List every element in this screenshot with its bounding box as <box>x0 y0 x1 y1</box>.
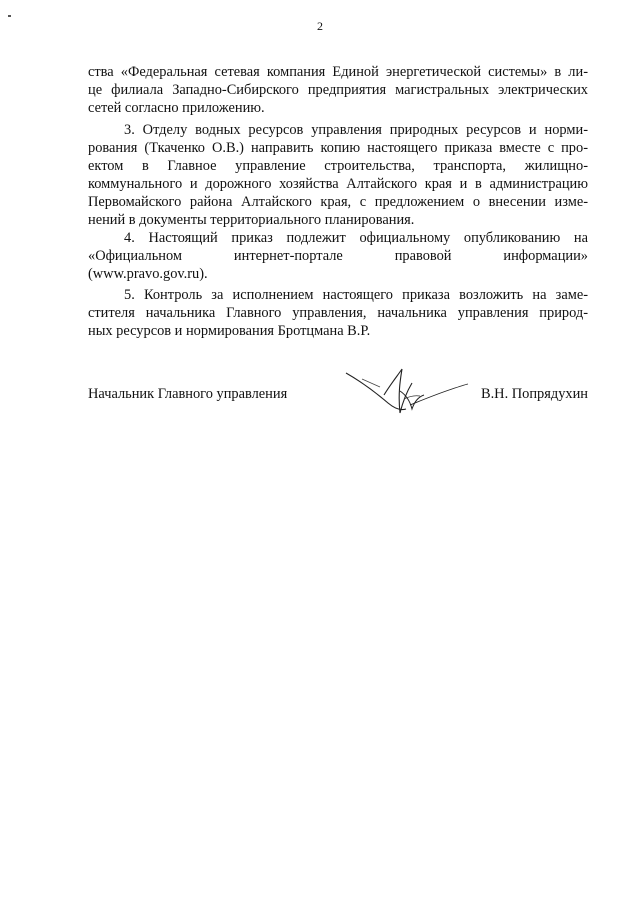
paragraph-2-line-5: Первомайского района Алтайского края, с предложением о внесении изме- <box>88 194 588 210</box>
signatory-position: Начальник Главного управления <box>88 386 288 402</box>
scan-artifact <box>8 15 11 17</box>
paragraph-2-line-6: нений в документы территориального планирования. <box>88 212 415 228</box>
paragraph-3-line-3: (www.pravo.gov.ru). <box>88 266 208 282</box>
paragraph-2-line-3: ектом в Главное управление строительства, транспорта, жилищно- <box>88 158 588 174</box>
paragraph-1-line-2: це филиала Западно-Сибирского предприятия магистральных электрических <box>88 82 588 98</box>
paragraph-4-line-1: 5. Контроль за исполнением настоящего приказа возложить на заме- <box>124 287 588 303</box>
paragraph-1-line-1: ства «Федеральная сетевая компания Единой энергетической системы» в ли- <box>88 64 588 80</box>
paragraph-2-line-2: рования (Ткаченко О.В.) направить копию настоящего приказа вместе с про- <box>88 140 588 156</box>
signatory-name: В.Н. Попрядухин <box>480 386 588 402</box>
handwritten-signature <box>340 365 470 420</box>
paragraph-4-line-3: ных ресурсов и нормирования Бротцмана В.Р. <box>88 323 371 339</box>
paragraph-1-line-3: сетей согласно приложению. <box>88 100 265 116</box>
paragraph-2-line-4: коммунального и дорожного хозяйства Алтайского края и в администрацию <box>88 176 588 192</box>
paragraph-2-line-1: 3. Отделу водных ресурсов управления природных ресурсов и норми- <box>124 122 588 138</box>
paragraph-3-line-1: 4. Настоящий приказ подлежит официальному опубликованию на <box>124 230 588 246</box>
page-number: 2 <box>317 19 323 33</box>
paragraph-4-line-2: стителя начальника Главного управления, начальника управления природ- <box>88 305 588 321</box>
paragraph-3-line-2: «Официальном интернет-портале правовой информации» <box>88 248 588 264</box>
